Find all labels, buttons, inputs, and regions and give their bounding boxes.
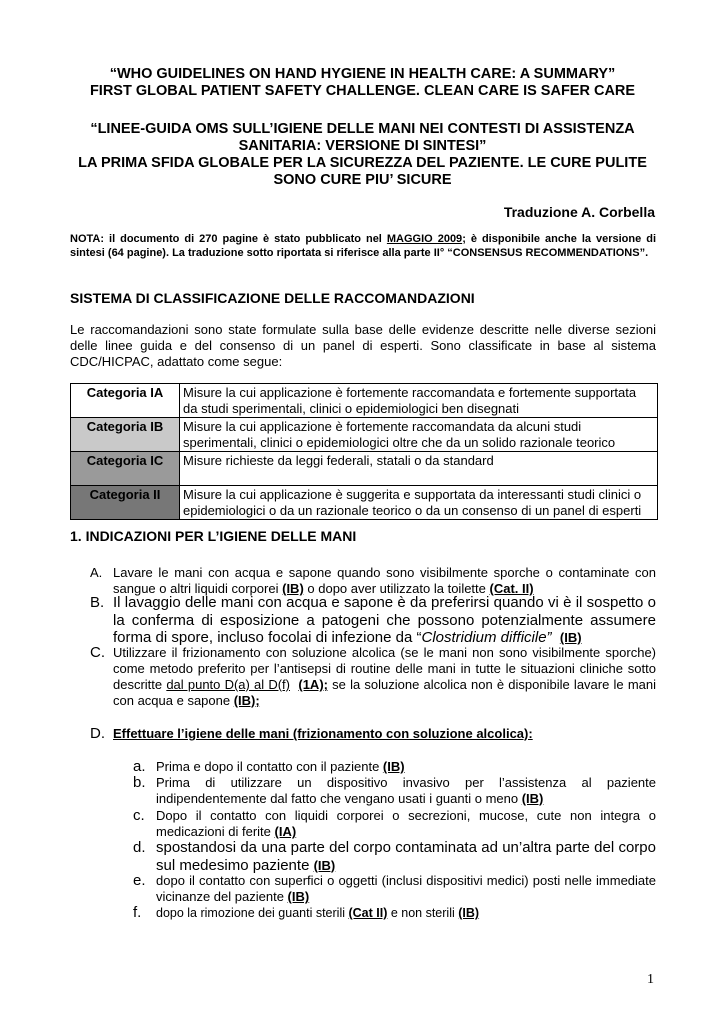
category-tag: (IB) — [458, 906, 480, 920]
list-item-c — [90, 645, 656, 709]
nota-text-1: NOTA: il documento di 270 pagine è stato pubblicato nel — [70, 233, 387, 245]
item-text: Lavare le mani con acqua e sapone quando sono visibilmente sporche o contaminate con sangue o altri liquidi corporei — [113, 565, 656, 596]
list-marker: f. — [133, 904, 142, 921]
item-text: spostandosi da una parte del corpo contaminata ad un’altra parte del corpo sul medesimo paziente — [156, 839, 656, 874]
category-label: Categoria IC — [71, 452, 180, 486]
italian-title-line3: LA PRIMA SFIDA GLOBALE PER LA SICUREZZA DEL PAZIENTE. LE CURE PULITE — [78, 155, 647, 171]
list-marker: C. — [90, 644, 105, 661]
category-description: Misure la cui applicazione è fortemente raccomandata da alcuni studi sperimentali, clinici o epidemiologici oltre che da un solido razionale teorico — [180, 418, 658, 452]
item-text: o dopo aver utilizzato la toilette — [303, 581, 490, 596]
italian-title-line4: SONO CURE PIU’ SICURE — [273, 172, 452, 188]
item-text: Il lavaggio delle mani con acqua e sapone è da preferirsi quando vi è il sospetto o la conferma di esposizione a patogeni che possono potenzialmente assumere forma di spore, incluso focolai di infezione da “ — [113, 594, 656, 646]
list-item-b — [90, 594, 656, 647]
italian-title-line1: “LINEE-GUIDA OMS SULL’IGIENE DELLE MANI NEI CONTESTI DI ASSISTENZA — [90, 121, 635, 137]
category-tag: (Cat II) — [348, 906, 388, 920]
english-title-line2: FIRST GLOBAL PATIENT SAFETY CHALLENGE. CLEAN CARE IS SAFER CARE — [89, 83, 636, 99]
translator-credit: Traduzione A. Corbella — [503, 204, 655, 220]
item-text: Prima di utilizzare un dispositivo invasivo per l’assistenza al paziente indipendentemente dal fatto che vengano usati i guanti o meno — [156, 775, 656, 806]
item-text: e non sterili — [387, 906, 459, 920]
english-title-line1: “WHO GUIDELINES ON HAND HYGIENE IN HEALTH CARE: A SUMMARY” — [109, 66, 616, 82]
table-row — [71, 384, 658, 418]
italian-title-line2: SANITARIA: VERSIONE DI SINTESI” — [238, 138, 487, 154]
category-tag: (IB) — [313, 857, 336, 873]
table-row — [71, 452, 658, 486]
sub-item-a — [133, 759, 656, 775]
item-text: dopo il contatto con superfici o oggetti (inclusi dispositivi medici) posti nelle immediate vicinanze del paziente — [156, 873, 656, 904]
category-tag: (IB) — [382, 759, 405, 774]
category-label: Categoria II — [71, 486, 180, 520]
category-tag: (IB) — [559, 630, 582, 645]
nota-date: MAGGIO 2009 — [386, 233, 463, 245]
category-tag: (IB) — [521, 791, 544, 806]
category-label: Categoria IB — [71, 418, 180, 452]
italian-title — [60, 121, 665, 189]
item-text: dopo la rimozione dei guanti sterili — [156, 906, 349, 920]
list-item-a — [90, 565, 656, 597]
section-heading-classification: SISTEMA DI CLASSIFICAZIONE DELLE RACCOMANDAZIONI — [70, 290, 475, 306]
table-row — [71, 486, 658, 520]
item-text: Prima e dopo il contatto con il paziente — [156, 759, 383, 774]
category-description: Misure la cui applicazione è fortemente raccomandata e fortemente supportata da studi sperimentali, clinici o epidemiologici ben disegnati — [180, 384, 658, 418]
category-description: Misure la cui applicazione è suggerita e supportata da interessanti studi clinici o epidemiologici o da un razionale teorico o da un consenso di un panel di esperti — [180, 486, 658, 520]
english-title — [60, 66, 665, 100]
category-tag: (IA) — [274, 824, 297, 839]
category-label: Categoria IA — [71, 384, 180, 418]
list-marker: e. — [133, 872, 146, 889]
sub-item-c — [133, 808, 656, 840]
nota-text-2: ; è disponibile anche la versione di sintesi (64 pagine). La traduzione sotto riportata si riferisce alla parte II° “CONSENSUS RECOMMENDATIONS”. — [70, 233, 657, 259]
sub-item-d — [133, 839, 656, 874]
list-marker: B. — [90, 594, 105, 611]
category-tag: (Cat. II) — [489, 581, 534, 596]
category-table — [70, 383, 658, 520]
category-tag: (IB); — [233, 693, 260, 708]
item-reference: dal punto D(a) al D(f) — [166, 677, 290, 692]
section-heading-indications: 1. INDICAZIONI PER L’IGIENE DELLE MANI — [70, 528, 357, 544]
nota-paragraph — [70, 233, 656, 260]
item-text: Effettuare l’igiene delle mani (frizionamento con soluzione alcolica): — [113, 726, 533, 741]
list-marker: b. — [133, 774, 146, 791]
sub-item-e — [133, 873, 656, 905]
list-item-d — [90, 726, 656, 742]
page-number: 1 — [647, 972, 654, 987]
sub-item-b — [133, 775, 656, 807]
list-marker: A. — [90, 565, 103, 580]
intro-paragraph: Le raccomandazioni sono state formulate sulla base delle evidenze descritte nelle diverse sezioni delle linee guida e del consenso di un panel di esperti. Sono classificate in base al sistema CDC/HICPAC, adattato come segue: — [70, 322, 656, 369]
category-tag: (IB) — [282, 581, 304, 596]
list-marker: D. — [90, 725, 105, 742]
table-row — [71, 418, 658, 452]
list-marker: a. — [133, 758, 146, 775]
organism-name: Clostridium difficile” — [421, 629, 552, 646]
sub-item-f — [133, 905, 656, 921]
item-text: Utilizzare il frizionamento con soluzione alcolica (se le mani non sono visibilmente sporche) come metodo preferito per l’antisepsi di routine delle mani in tutte le situazioni cliniche sotto descritte — [113, 645, 656, 692]
category-tag: (IB) — [287, 889, 310, 904]
list-marker: d. — [133, 839, 146, 856]
list-marker: c. — [133, 807, 145, 824]
item-text: Dopo il contatto con liquidi corporei o secrezioni, mucose, cute non integra o medicazioni di ferite — [156, 808, 656, 839]
category-description: Misure richieste da leggi federali, statali o da standard — [180, 452, 658, 486]
category-tag: (1A); — [298, 677, 328, 692]
item-text: se la soluzione alcolica non è disponibile lavare le mani con acqua e sapone — [113, 677, 656, 708]
